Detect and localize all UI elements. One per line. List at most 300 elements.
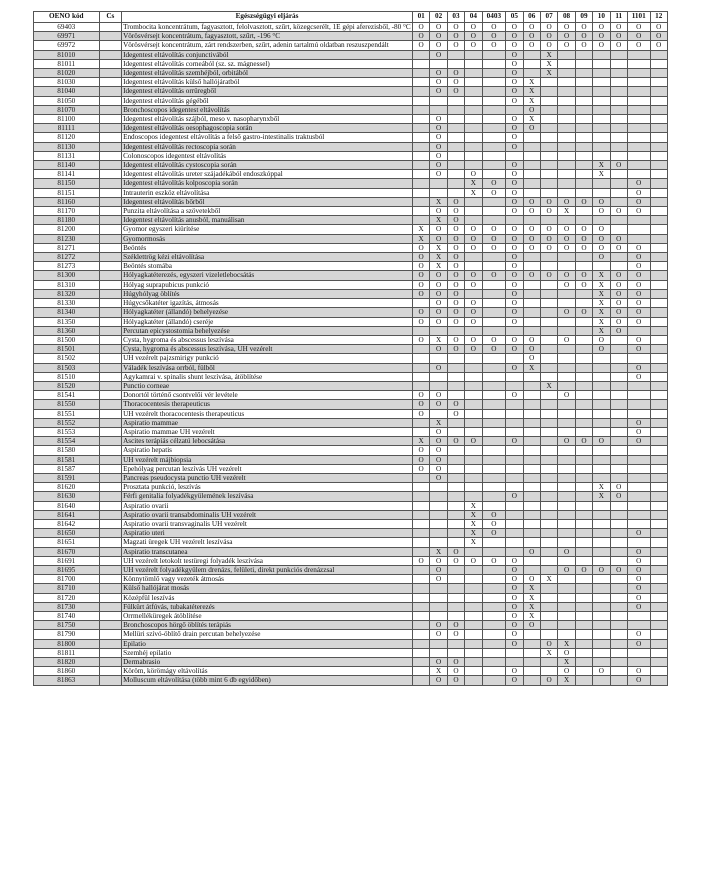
specialty-mark-cell <box>465 253 482 262</box>
specialty-mark-cell <box>482 639 506 648</box>
specialty-mark-cell <box>523 676 540 685</box>
specialty-mark-cell <box>465 50 482 59</box>
specialty-mark-cell <box>447 464 464 473</box>
table-row <box>34 519 668 528</box>
table-row <box>34 253 668 262</box>
specialty-mark-cell: O <box>447 69 464 78</box>
procedure-name-cell: Húgyhólyag öblítés <box>122 289 413 298</box>
specialty-mark-cell: O <box>627 280 650 289</box>
specialty-mark-cell <box>540 400 557 409</box>
column-header: 12 <box>650 12 668 23</box>
specialty-mark-cell: O <box>447 41 464 50</box>
specialty-mark-cell <box>412 381 429 390</box>
specialty-mark-cell: O <box>430 464 447 473</box>
specialty-mark-cell <box>412 354 429 363</box>
specialty-mark-cell <box>650 326 668 335</box>
specialty-mark-cell <box>447 612 464 621</box>
column-header: 02 <box>430 12 447 23</box>
specialty-mark-cell: O <box>627 179 650 188</box>
specialty-mark-cell <box>412 326 429 335</box>
specialty-mark-cell <box>540 547 557 556</box>
specialty-mark-cell <box>412 547 429 556</box>
cs-cell <box>99 289 122 298</box>
specialty-mark-cell: O <box>558 197 575 206</box>
table-row <box>34 501 668 510</box>
specialty-mark-cell <box>430 326 447 335</box>
specialty-mark-cell <box>482 648 506 657</box>
specialty-mark-cell: O <box>430 124 447 133</box>
specialty-mark-cell <box>650 547 668 556</box>
column-header: 01 <box>412 12 429 23</box>
specialty-mark-cell <box>627 326 650 335</box>
specialty-mark-cell <box>482 575 506 584</box>
specialty-mark-cell <box>523 161 540 170</box>
specialty-mark-cell <box>540 78 557 87</box>
specialty-mark-cell <box>627 133 650 142</box>
specialty-mark-cell <box>610 69 627 78</box>
specialty-mark-cell <box>650 253 668 262</box>
procedure-name-cell: Hólyagkatéter (állandó) cseréje <box>122 317 413 326</box>
oeno-code-cell: 81502 <box>34 354 100 363</box>
specialty-mark-cell <box>523 133 540 142</box>
specialty-mark-cell: O <box>575 41 592 50</box>
column-header: 08 <box>558 12 575 23</box>
specialty-mark-cell <box>627 96 650 105</box>
specialty-mark-cell: O <box>447 658 464 667</box>
specialty-mark-cell <box>482 161 506 170</box>
specialty-mark-cell: O <box>506 179 523 188</box>
table-row <box>34 391 668 400</box>
specialty-mark-cell <box>627 354 650 363</box>
specialty-mark-cell: O <box>540 197 557 206</box>
specialty-mark-cell <box>610 216 627 225</box>
specialty-mark-cell: O <box>447 630 464 639</box>
specialty-mark-cell: O <box>558 243 575 252</box>
cs-cell <box>99 225 122 234</box>
specialty-mark-cell: O <box>430 621 447 630</box>
specialty-mark-cell: O <box>558 565 575 574</box>
specialty-mark-cell <box>610 87 627 96</box>
specialty-mark-cell <box>593 510 610 519</box>
specialty-mark-cell <box>575 621 592 630</box>
table-body <box>34 23 668 686</box>
specialty-mark-cell: O <box>627 363 650 372</box>
column-header: 06 <box>523 12 540 23</box>
oeno-code-cell: 81501 <box>34 345 100 354</box>
procedure-name-cell: Epilatio <box>122 639 413 648</box>
cs-cell <box>99 50 122 59</box>
specialty-mark-cell: O <box>430 437 447 446</box>
specialty-mark-cell: O <box>506 345 523 354</box>
specialty-mark-cell <box>465 612 482 621</box>
specialty-mark-cell <box>412 565 429 574</box>
table-row <box>34 335 668 344</box>
specialty-mark-cell <box>575 96 592 105</box>
specialty-mark-cell <box>540 455 557 464</box>
specialty-mark-cell <box>650 621 668 630</box>
specialty-mark-cell: O <box>482 335 506 344</box>
specialty-mark-cell <box>627 648 650 657</box>
specialty-mark-cell <box>540 621 557 630</box>
specialty-mark-cell <box>447 326 464 335</box>
procedure-name-cell: UH vezérelt májbiopsia <box>122 455 413 464</box>
oeno-code-cell: 81550 <box>34 400 100 409</box>
specialty-mark-cell <box>465 547 482 556</box>
oeno-code-cell: 81320 <box>34 289 100 298</box>
procedure-name-cell: Beöntés stomába <box>122 262 413 271</box>
table-row <box>34 492 668 501</box>
specialty-mark-cell: X <box>465 538 482 547</box>
specialty-mark-cell <box>627 510 650 519</box>
specialty-mark-cell: O <box>506 317 523 326</box>
specialty-mark-cell <box>593 50 610 59</box>
specialty-mark-cell <box>650 464 668 473</box>
specialty-mark-cell <box>412 363 429 372</box>
specialty-mark-cell: O <box>447 216 464 225</box>
specialty-mark-cell: O <box>506 225 523 234</box>
specialty-mark-cell <box>540 538 557 547</box>
specialty-mark-cell <box>650 308 668 317</box>
specialty-mark-cell <box>593 381 610 390</box>
specialty-mark-cell <box>558 621 575 630</box>
specialty-mark-cell: O <box>523 354 540 363</box>
specialty-mark-cell: X <box>558 658 575 667</box>
specialty-mark-cell <box>482 115 506 124</box>
oeno-code-cell: 81581 <box>34 455 100 464</box>
specialty-mark-cell: O <box>610 271 627 280</box>
specialty-mark-cell: O <box>430 630 447 639</box>
specialty-mark-cell <box>482 667 506 676</box>
specialty-mark-cell: O <box>593 345 610 354</box>
oeno-code-cell: 81642 <box>34 519 100 528</box>
specialty-mark-cell <box>482 584 506 593</box>
cs-cell <box>99 556 122 565</box>
specialty-mark-cell <box>412 492 429 501</box>
specialty-mark-cell <box>523 529 540 538</box>
specialty-mark-cell: O <box>610 326 627 335</box>
specialty-mark-cell <box>482 363 506 372</box>
specialty-mark-cell <box>650 161 668 170</box>
procedure-name-cell: Hólyagkatéter (állandó) behelyezése <box>122 308 413 317</box>
cs-cell <box>99 161 122 170</box>
specialty-mark-cell: O <box>506 41 523 50</box>
specialty-mark-cell <box>575 602 592 611</box>
specialty-mark-cell <box>447 96 464 105</box>
specialty-mark-cell <box>447 133 464 142</box>
specialty-mark-cell: O <box>465 308 482 317</box>
specialty-mark-cell: O <box>412 262 429 271</box>
cs-cell <box>99 381 122 390</box>
oeno-code-cell: 81541 <box>34 391 100 400</box>
specialty-mark-cell <box>447 427 464 436</box>
cs-cell <box>99 262 122 271</box>
specialty-mark-cell: O <box>627 262 650 271</box>
specialty-mark-cell <box>482 59 506 68</box>
specialty-mark-cell <box>506 529 523 538</box>
specialty-mark-cell <box>558 142 575 151</box>
specialty-mark-cell <box>523 464 540 473</box>
specialty-mark-cell <box>610 510 627 519</box>
specialty-mark-cell <box>558 151 575 160</box>
specialty-mark-cell <box>650 602 668 611</box>
specialty-mark-cell: O <box>430 78 447 87</box>
specialty-mark-cell <box>482 492 506 501</box>
table-row <box>34 372 668 381</box>
specialty-mark-cell <box>523 483 540 492</box>
specialty-mark-cell <box>540 630 557 639</box>
procedure-name-cell: Idegentest eltávolítás corneából (sz. sz. mágnessel) <box>122 59 413 68</box>
specialty-mark-cell: O <box>610 317 627 326</box>
specialty-mark-cell: X <box>465 179 482 188</box>
specialty-mark-cell <box>540 593 557 602</box>
specialty-mark-cell <box>465 565 482 574</box>
specialty-mark-cell: O <box>627 547 650 556</box>
oeno-code-cell: 81180 <box>34 216 100 225</box>
oeno-code-cell: 81050 <box>34 96 100 105</box>
specialty-mark-cell <box>506 473 523 482</box>
procedure-name-cell: Aspiratio uteri <box>122 529 413 538</box>
procedure-name-cell: Aspiratio ovarii <box>122 501 413 510</box>
oeno-code-cell: 81551 <box>34 409 100 418</box>
specialty-mark-cell <box>610 621 627 630</box>
specialty-mark-cell: O <box>430 676 447 685</box>
specialty-mark-cell <box>650 151 668 160</box>
specialty-mark-cell: O <box>482 32 506 41</box>
specialty-mark-cell: O <box>627 23 650 32</box>
specialty-mark-cell <box>540 262 557 271</box>
cs-cell <box>99 391 122 400</box>
specialty-mark-cell: O <box>430 225 447 234</box>
specialty-mark-cell: O <box>430 151 447 160</box>
specialty-mark-cell <box>593 142 610 151</box>
specialty-mark-cell <box>650 418 668 427</box>
oeno-code-cell: 81271 <box>34 243 100 252</box>
specialty-mark-cell <box>593 427 610 436</box>
specialty-mark-cell <box>610 345 627 354</box>
specialty-mark-cell <box>558 87 575 96</box>
specialty-mark-cell <box>627 391 650 400</box>
specialty-mark-cell <box>610 354 627 363</box>
specialty-mark-cell <box>593 179 610 188</box>
specialty-mark-cell <box>540 510 557 519</box>
procedure-name-cell: Ascites terápiás célzatú lebocsátása <box>122 437 413 446</box>
cs-cell <box>99 363 122 372</box>
cs-cell <box>99 612 122 621</box>
specialty-mark-cell <box>412 105 429 114</box>
specialty-mark-cell: O <box>430 299 447 308</box>
specialty-mark-cell <box>593 216 610 225</box>
specialty-mark-cell <box>593 473 610 482</box>
specialty-mark-cell <box>447 510 464 519</box>
specialty-mark-cell <box>447 483 464 492</box>
specialty-mark-cell <box>447 179 464 188</box>
specialty-mark-cell <box>482 621 506 630</box>
oeno-code-cell: 81641 <box>34 510 100 519</box>
specialty-mark-cell <box>627 151 650 160</box>
specialty-mark-cell <box>558 326 575 335</box>
specialty-mark-cell: X <box>465 501 482 510</box>
specialty-mark-cell: O <box>506 565 523 574</box>
oeno-code-cell: 81272 <box>34 253 100 262</box>
specialty-mark-cell: O <box>593 234 610 243</box>
specialty-mark-cell <box>575 354 592 363</box>
cs-cell <box>99 41 122 50</box>
specialty-mark-cell <box>482 289 506 298</box>
specialty-mark-cell <box>650 50 668 59</box>
specialty-mark-cell <box>540 151 557 160</box>
specialty-mark-cell <box>465 446 482 455</box>
table-row <box>34 262 668 271</box>
specialty-mark-cell: O <box>610 207 627 216</box>
specialty-mark-cell <box>558 400 575 409</box>
specialty-mark-cell <box>447 584 464 593</box>
specialty-mark-cell <box>610 391 627 400</box>
specialty-mark-cell <box>650 667 668 676</box>
oeno-code-cell: 81510 <box>34 372 100 381</box>
specialty-mark-cell <box>575 492 592 501</box>
specialty-mark-cell <box>593 575 610 584</box>
specialty-mark-cell <box>465 363 482 372</box>
specialty-mark-cell <box>610 667 627 676</box>
table-row <box>34 658 668 667</box>
specialty-mark-cell <box>506 372 523 381</box>
specialty-mark-cell: O <box>465 243 482 252</box>
oeno-code-cell: 81200 <box>34 225 100 234</box>
specialty-mark-cell <box>558 299 575 308</box>
specialty-mark-cell <box>610 455 627 464</box>
specialty-mark-cell <box>627 381 650 390</box>
specialty-mark-cell <box>465 648 482 657</box>
specialty-mark-cell <box>610 602 627 611</box>
specialty-mark-cell: O <box>540 23 557 32</box>
specialty-mark-cell <box>465 483 482 492</box>
specialty-mark-cell <box>482 612 506 621</box>
column-header: Egészségügyi eljárás <box>122 12 413 23</box>
specialty-mark-cell <box>465 142 482 151</box>
specialty-mark-cell: O <box>506 602 523 611</box>
specialty-mark-cell <box>540 446 557 455</box>
specialty-mark-cell: O <box>482 188 506 197</box>
specialty-mark-cell <box>540 216 557 225</box>
cs-cell <box>99 400 122 409</box>
specialty-mark-cell <box>447 575 464 584</box>
specialty-mark-cell: O <box>447 207 464 216</box>
specialty-mark-cell: X <box>540 69 557 78</box>
oeno-code-cell: 81587 <box>34 464 100 473</box>
specialty-mark-cell <box>482 133 506 142</box>
specialty-mark-cell <box>482 483 506 492</box>
cs-cell <box>99 547 122 556</box>
specialty-mark-cell <box>593 188 610 197</box>
specialty-mark-cell <box>627 216 650 225</box>
column-header: 05 <box>506 12 523 23</box>
specialty-mark-cell <box>558 593 575 602</box>
oeno-code-cell: 81310 <box>34 280 100 289</box>
table-row <box>34 50 668 59</box>
specialty-mark-cell <box>506 464 523 473</box>
specialty-mark-cell <box>650 96 668 105</box>
specialty-mark-cell: O <box>523 207 540 216</box>
specialty-mark-cell: O <box>506 234 523 243</box>
specialty-mark-cell <box>610 59 627 68</box>
specialty-mark-cell: O <box>575 32 592 41</box>
specialty-mark-cell <box>610 538 627 547</box>
specialty-mark-cell <box>558 179 575 188</box>
specialty-mark-cell <box>465 326 482 335</box>
specialty-mark-cell <box>610 381 627 390</box>
specialty-mark-cell <box>523 50 540 59</box>
specialty-mark-cell: O <box>506 207 523 216</box>
procedure-name-cell: Aspiratio mammae UH vezérelt <box>122 427 413 436</box>
oeno-code-cell: 81700 <box>34 575 100 584</box>
specialty-mark-cell <box>610 151 627 160</box>
specialty-mark-cell <box>465 87 482 96</box>
specialty-mark-cell: X <box>430 197 447 206</box>
specialty-mark-cell: O <box>593 207 610 216</box>
specialty-mark-cell <box>465 418 482 427</box>
specialty-mark-cell: O <box>627 556 650 565</box>
table-row <box>34 473 668 482</box>
specialty-mark-cell <box>540 418 557 427</box>
specialty-mark-cell: O <box>506 621 523 630</box>
table-row <box>34 483 668 492</box>
specialty-mark-cell <box>412 529 429 538</box>
specialty-mark-cell <box>650 225 668 234</box>
cs-cell <box>99 593 122 602</box>
cs-cell <box>99 59 122 68</box>
specialty-mark-cell: X <box>593 161 610 170</box>
procedure-name-cell: Idegentest eltávolítás rectoscopia során <box>122 142 413 151</box>
specialty-mark-cell <box>506 455 523 464</box>
specialty-mark-cell <box>575 464 592 473</box>
specialty-mark-cell <box>412 639 429 648</box>
specialty-mark-cell <box>627 501 650 510</box>
table-row <box>34 133 668 142</box>
specialty-mark-cell <box>430 602 447 611</box>
specialty-mark-cell <box>558 170 575 179</box>
specialty-mark-cell: X <box>593 308 610 317</box>
specialty-mark-cell <box>430 593 447 602</box>
table-row <box>34 639 668 648</box>
procedure-name-cell: UH vezérelt folyadékgyülem drenázs, felületi, direkt punkciós drenázzsal <box>122 565 413 574</box>
specialty-mark-cell: O <box>506 391 523 400</box>
specialty-mark-cell <box>465 105 482 114</box>
specialty-mark-cell: O <box>447 667 464 676</box>
specialty-mark-cell <box>575 161 592 170</box>
specialty-mark-cell: O <box>430 234 447 243</box>
specialty-mark-cell <box>465 115 482 124</box>
table-row <box>34 437 668 446</box>
specialty-mark-cell <box>610 418 627 427</box>
specialty-mark-cell: O <box>523 41 540 50</box>
oeno-code-cell: 81350 <box>34 317 100 326</box>
specialty-mark-cell <box>447 142 464 151</box>
specialty-mark-cell <box>430 179 447 188</box>
procedure-name-cell: Cysta, hygroma és abscessus leszívása, UH vezérelt <box>122 345 413 354</box>
specialty-mark-cell <box>650 179 668 188</box>
specialty-mark-cell: X <box>540 381 557 390</box>
specialty-mark-cell: O <box>506 437 523 446</box>
specialty-mark-cell: O <box>593 41 610 50</box>
specialty-mark-cell: O <box>412 280 429 289</box>
specialty-mark-cell <box>412 345 429 354</box>
specialty-mark-cell <box>593 354 610 363</box>
specialty-mark-cell <box>575 179 592 188</box>
cs-cell <box>99 648 122 657</box>
specialty-mark-cell: O <box>482 529 506 538</box>
specialty-mark-cell <box>558 492 575 501</box>
specialty-mark-cell: O <box>523 197 540 206</box>
